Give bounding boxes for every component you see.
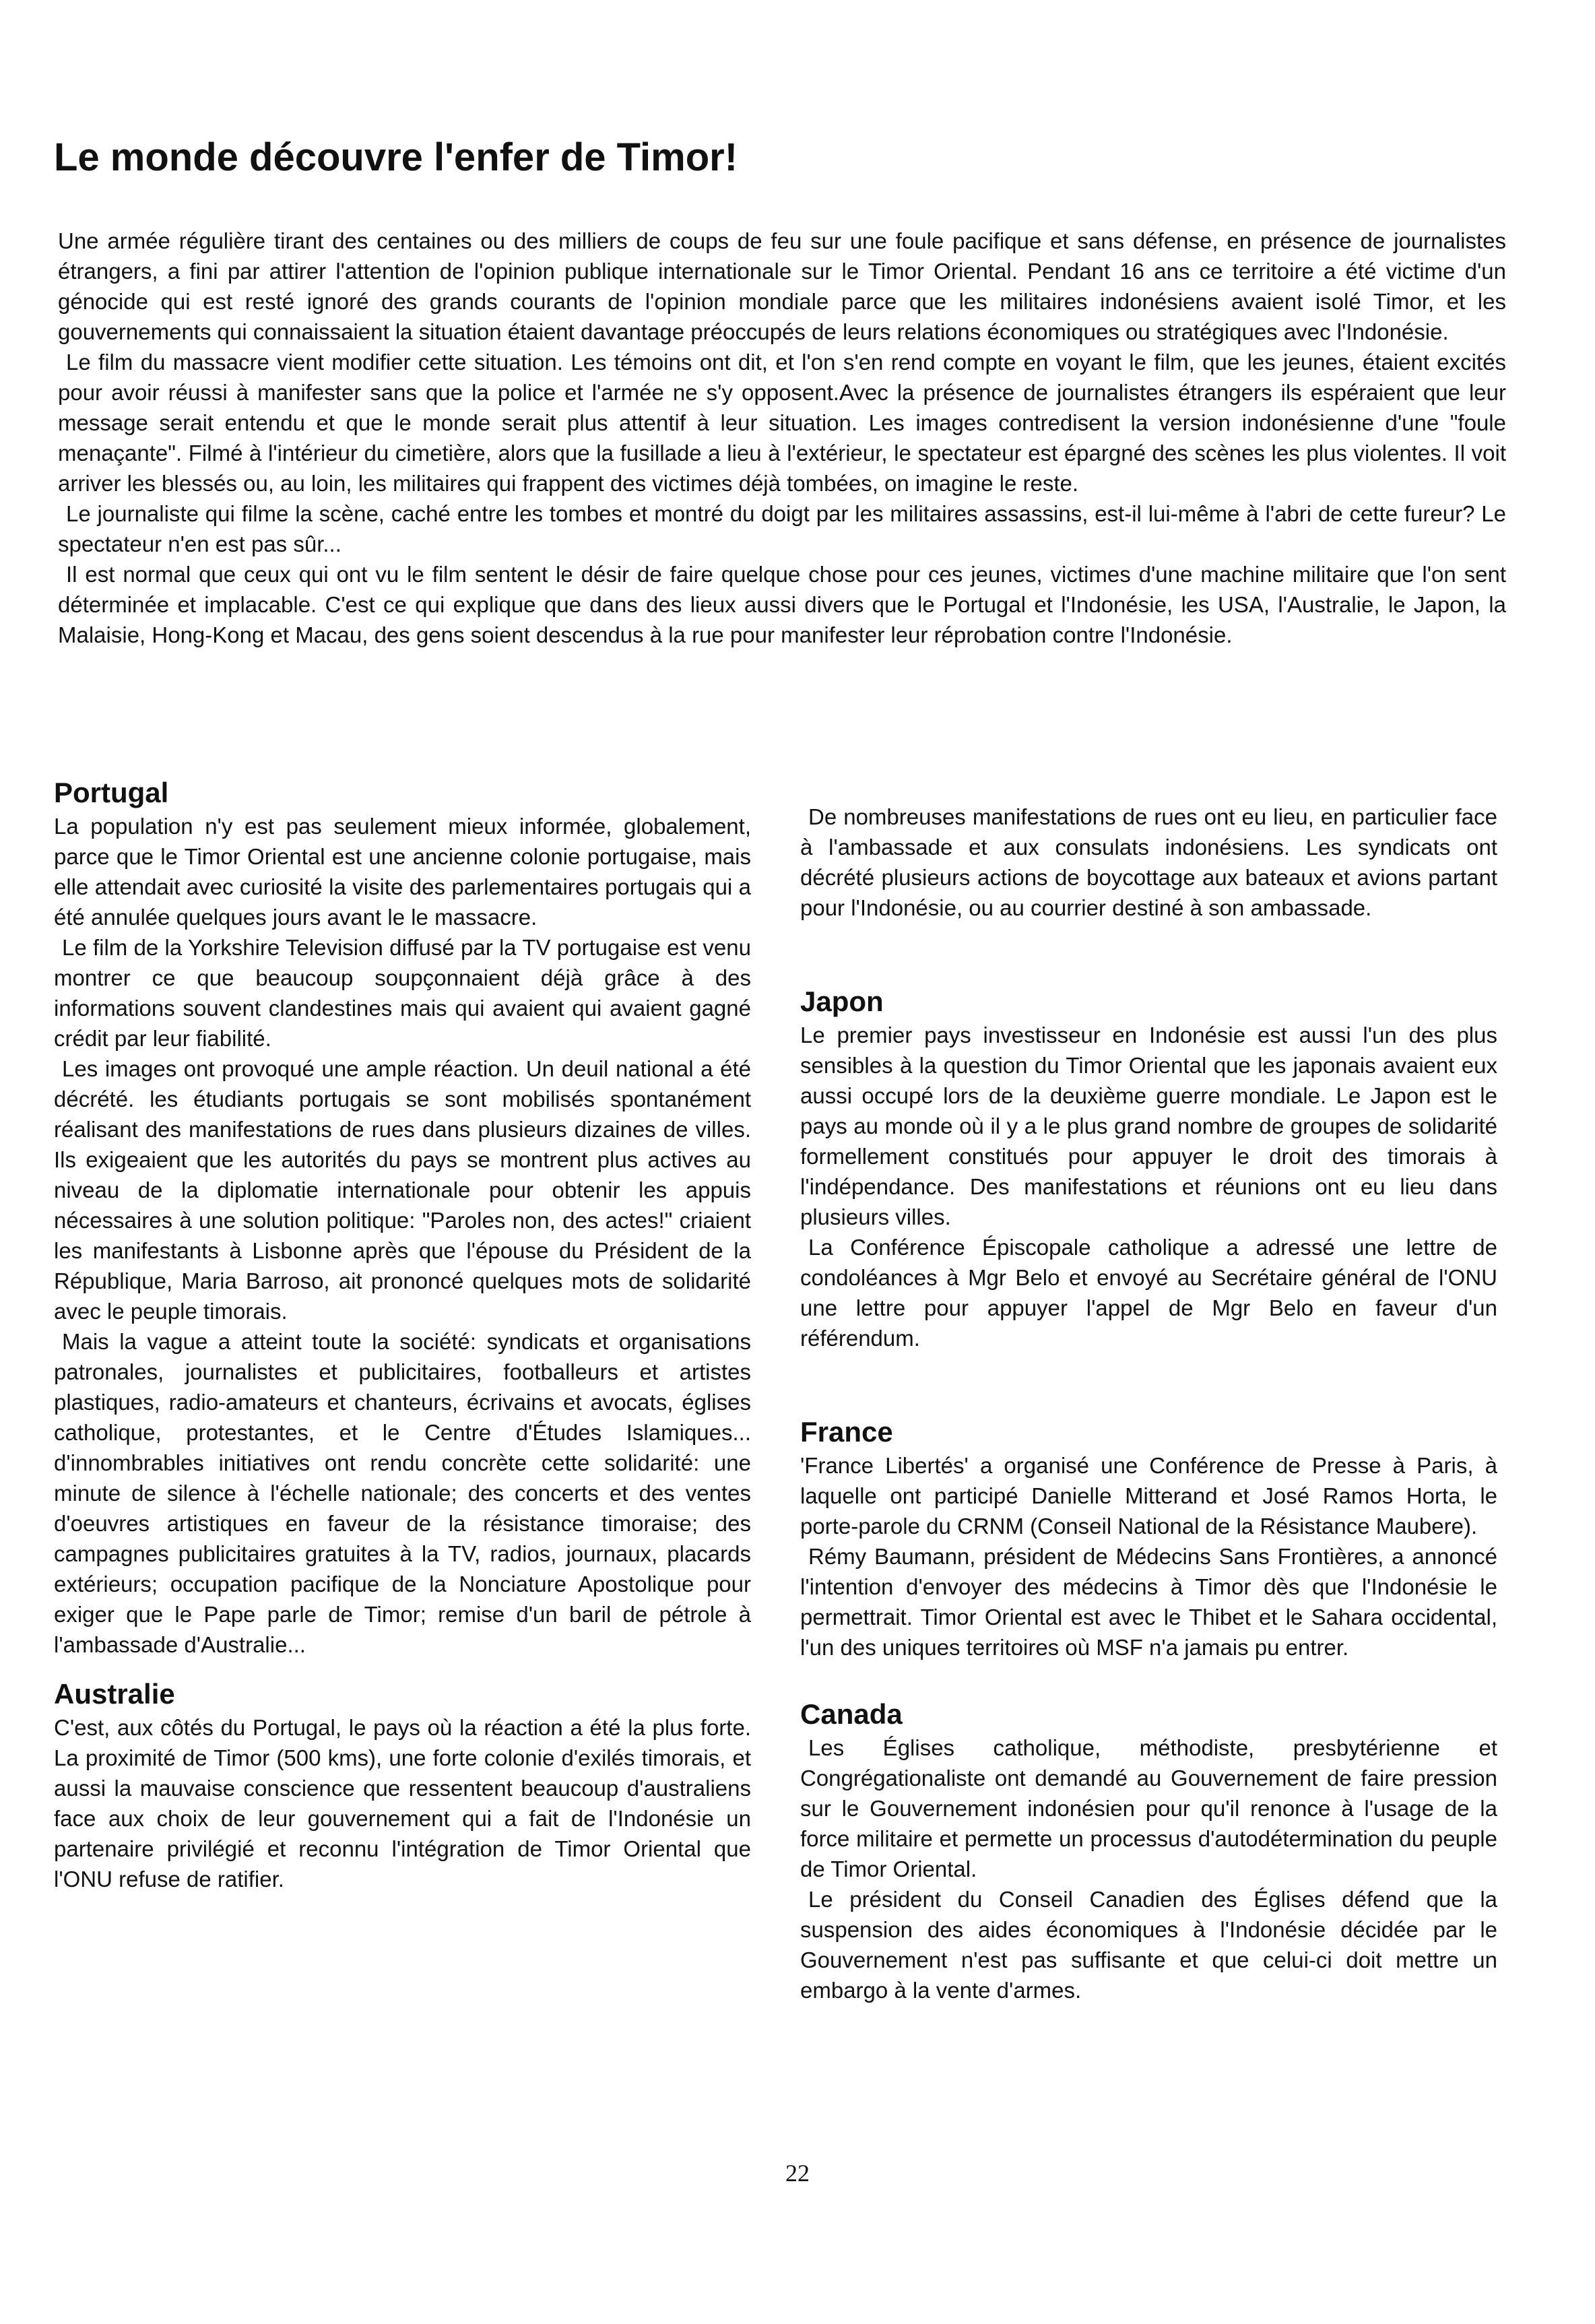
section-heading-portugal: Portugal <box>54 777 169 808</box>
section-australie <box>54 1676 751 1894</box>
section-paragraph: Mais la vague a atteint toute la société: syndicats et organisations patronales, journalistes et publicitaires, footballeurs et artistes plastiques, radio-amateurs et chanteurs, écrivains et avocats, églises catholique, protestantes, et le Centre d'Études Islamiques... d'innombrables initiatives ont rendu concrète cette solidarité: une minute de silence à l'échelle nationale; des concerts et des ventes d'oeuvres artistiques en faveur de la résistance timoraise; des campagnes publicitaires gratuites à la TV, radios, journaux, placards extérieurs; occupation pacifique de la Nonciature Apostolique pour exiger que le Pape parle de Timor; remise d'un baril de pétrole à l'ambassade d'Australie... <box>54 1329 751 1657</box>
section-paragraph: Le premier pays investisseur en Indonésie est aussi l'un des plus sensibles à la question du Timor Oriental que les japonais avaient eux aussi occupé lors de la deuxième guerre mondiale. Le Japon est le pays au monde où il y a le plus grand nombre de groupes de solidarité formellement constitués pour appuyer le droit des timorais à l'indépendance. Des manifestations et réunions ont eu lieu dans plusieurs villes. <box>800 1023 1497 1229</box>
right-column <box>800 802 1497 2005</box>
intro-paragraph: Le film du massacre vient modifier cette situation. Les témoins ont dit, et l'on s'en rend compte en voyant le film, que les jeunes, étaient excités pour avoir réussi à manifester sans que la police et l'armée ne s'y opposent.Avec la présence de journalistes étrangers ils espéraient que leur message serait entendu et que le monde serait plus attentif à leur situation. Les images contredisent la version indonésienne d'une "foule menaçante". Filmé à l'intérieur du cimetière, alors que la fusillade a lieu à l'extérieur, le spectateur est épargné des scènes les plus violentes. Il voit arriver les blessés ou, au loin, les militaires qui frappent des victimes déjà tombées, on imagine le reste. <box>58 350 1506 496</box>
page-number: 22 <box>785 2160 810 2187</box>
left-column <box>54 775 751 1894</box>
page-title: Le monde découvre l'enfer de Timor! <box>54 135 738 179</box>
section-paragraph: Le président du Conseil Canadien des Églises défend que la suspension des aides économiques à l'Indonésie décidée par le Gouvernement n'est pas suffisante et que celui-ci doit mettre un embargo à la vente d'armes. <box>800 1887 1497 2003</box>
section-heading-australie: Australie <box>54 1678 175 1710</box>
section-paragraph: Rémy Baumann, président de Médecins Sans Frontières, a annoncé l'intention d'envoyer des médecins à Timor dès que l'Indonésie le permettrait. Timor Oriental est avec le Thibet et le Sahara occidental, l'un des uniques territoires où MSF n'a jamais pu entrer. <box>800 1544 1497 1660</box>
section-paragraph: De nombreuses manifestations de rues ont eu lieu, en particulier face à l'ambassade et aux consulats indonésiens. Les syndicats ont décrété plusieurs actions de boycottage aux bateaux et avions partant pour l'Indonésie, ou au courrier destiné à son ambassade. <box>800 804 1497 920</box>
section-paragraph: Le film de la Yorkshire Television diffusé par la TV portugaise est venu montrer ce que beaucoup soupçonnaient déjà grâce à des informations souvent clandestines mais qui avaient qui avaient gagné crédit par leur fiabilité. <box>54 935 751 1051</box>
section-heading-france: France <box>800 1416 893 1448</box>
section-paragraph: Les Églises catholique, méthodiste, presbytérienne et Congrégationaliste ont demandé au Gouvernement de faire pression sur le Gouvernement indonésien pour qu'il renonce à l'usage de la force militaire et permette un processus d'autodétermination du peuple de Timor Oriental. <box>800 1735 1497 1881</box>
section-japon <box>800 983 1497 1353</box>
intro-paragraph: Il est normal que ceux qui ont vu le film sentent le désir de faire quelque chose pour ces jeunes, victimes d'une machine militaire que l'on sent déterminée et implacable. C'est ce qui explique que dans des lieux aussi divers que le Portugal et l'Indonésie, les USA, l'Australie, le Japon, la Malaisie, Hong-Kong et Macau, des gens soient descendus à la rue pour manifester leur réprobation contre l'Indonésie. <box>58 562 1506 647</box>
section-canada <box>800 1696 1497 2005</box>
section-portugal <box>54 775 751 1660</box>
intro-paragraph: Le journaliste qui filme la scène, caché entre les tombes et montré du doigt par les militaires assassins, est-il lui-même à l'abri de cette fureur? Le spectateur n'en est pas sûr... <box>58 501 1506 556</box>
section-paragraph: La population n'y est pas seulement mieux informée, globalement, parce que le Timor Oriental est une ancienne colonie portugaise, mais elle attendait avec curiosité la visite des parlementaires portugais qui a été annulée quelques jours avant le le massacre. <box>54 814 751 930</box>
section-heading-canada: Canada <box>800 1698 903 1730</box>
section-paragraph: Les images ont provoqué une ample réaction. Un deuil national a été décrété. les étudiants portugais se sont mobilisés spontanément réalisant des manifestations de rues dans plusieurs dizaines de villes. Ils exigeaient que les autorités du pays se montrent plus actives au niveau de la diplomatie internationale pour obtenir les appuis nécessaires à une solution politique: "Paroles non, des actes!" criaient les manifestants à Lisbonne après que l'épouse du Président de la République, Maria Barroso, ait prononcé quelques mots de solidarité avec le peuple timorais. <box>54 1056 751 1324</box>
intro-text <box>58 226 1506 650</box>
intro-paragraph: Une armée régulière tirant des centaines ou des milliers de coups de feu sur une foule pacifique et sans défense, en présence de journalistes étrangers, a fini par attirer l'attention de l'opinion publique internationale sur le Timor Oriental. Pendant 16 ans ce territoire a été victime d'un génocide qui est resté ignoré des grands courants de l'opinion mondiale parce que les militaires indonésiens avaient isolé Timor, et les gouvernements qui connaissaient la situation étaient davantage préoccupés de leurs relations économiques ou stratégiques avec l'Indonésie. <box>58 228 1506 344</box>
section-indonesie <box>800 802 1497 923</box>
section-france <box>800 1414 1497 1663</box>
section-heading-japon: Japon <box>800 986 884 1017</box>
section-paragraph: 'France Libertés' a organisé une Conférence de Presse à Paris, à laquelle ont participé Danielle Mitterand et José Ramos Horta, le porte-parole du CRNM (Conseil National de la Résistance Maubere). <box>800 1453 1497 1539</box>
section-paragraph: C'est, aux côtés du Portugal, le pays où la réaction a été la plus forte. La proximité de Timor (500 kms), une forte colonie d'exilés timorais, et aussi la mauvaise conscience que ressentent beaucoup d'australiens face aux choix de leur gouvernement qui a fait de l'Indonésie un partenaire privilégié et reconnu l'intégration de Timor Oriental que l'ONU refuse de ratifier. <box>54 1715 751 1892</box>
section-paragraph: La Conférence Épiscopale catholique a adressé une lettre de condoléances à Mgr Belo et envoyé au Secrétaire général de l'ONU une lettre pour appuyer l'appel de Mgr Belo en faveur d'un référendum. <box>800 1235 1497 1351</box>
